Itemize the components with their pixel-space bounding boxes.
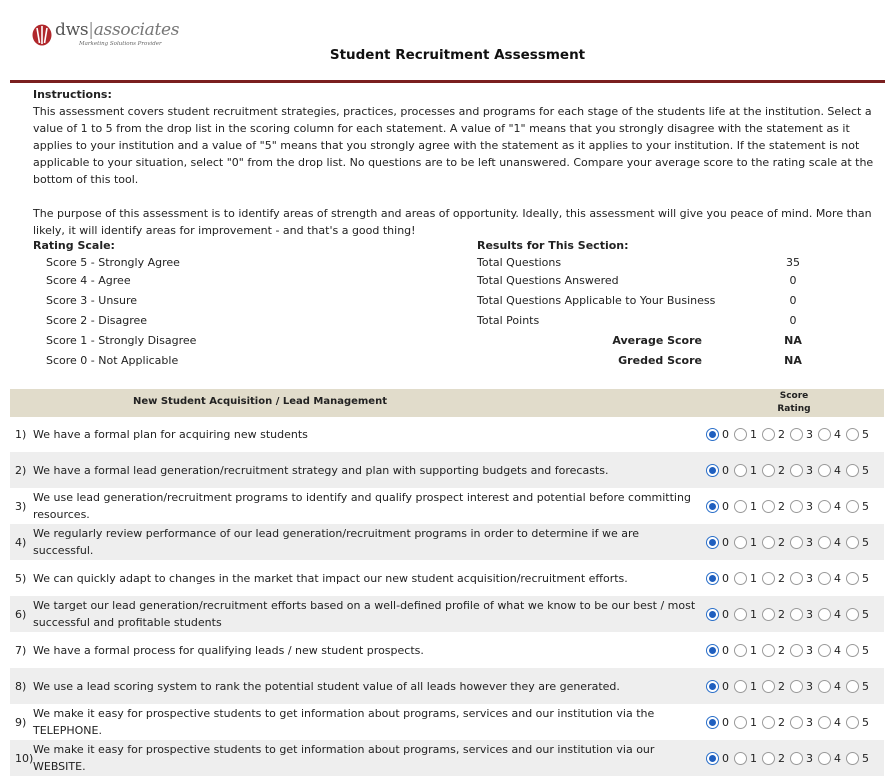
question-text: [33, 452, 698, 488]
score-radio-button[interactable]: [734, 428, 747, 441]
score-option-4[interactable]: [818, 680, 844, 693]
score-radio-label: 3: [806, 679, 813, 693]
score-radio-label: 5: [862, 607, 869, 621]
score-option-5[interactable]: [846, 572, 872, 585]
score-option-3[interactable]: [790, 536, 816, 549]
score-radio-label: 2: [778, 751, 785, 765]
score-radio-button[interactable]: [706, 428, 719, 441]
company-logo: dws|associates Marketing Solutions Provider: [32, 22, 179, 48]
score-option-1[interactable]: [734, 500, 760, 513]
instructions-paragraph-1: This assessment covers student recruitment strategies, practices, processes and programs for each stage of the students life at the institution. Select a value of 1 to 5 from the drop list in the scoring column for each statement. A value of "1" means that you strongly disagree with the statement as it applies to your institution and a value of "5" means that you strongly agree with the statement as it applies to your institution. If the statement is not applicable to your situation, select "0" from the drop list. No questions are to be left unanswered. Compare your average score to the rating scale at the bottom of this tool.: [33, 105, 874, 186]
score-radio-button[interactable]: [734, 608, 747, 621]
rating-scale: [33, 238, 197, 367]
score-radio-button[interactable]: [762, 716, 775, 729]
score-radio-label: 2: [778, 607, 785, 621]
score-radio-group: [706, 560, 874, 596]
score-radio-label: 1: [750, 643, 757, 657]
logo-name-left: dws: [55, 20, 89, 40]
score-option-3[interactable]: [790, 644, 816, 657]
score-option-0[interactable]: [706, 464, 732, 477]
score-radio-button[interactable]: [846, 644, 859, 657]
question-text: [33, 524, 698, 560]
instructions-paragraph-2: The purpose of this assessment is to identify areas of strength and areas of opportunity. Ideally, this assessment will give you peace of mind. More than likely, it will identify areas for improvement - and that's a good thing!: [33, 207, 872, 237]
score-radio-label: 2: [778, 715, 785, 729]
score-option-5[interactable]: [846, 500, 872, 513]
score-option-1[interactable]: [734, 644, 760, 657]
score-radio-button[interactable]: [846, 680, 859, 693]
score-radio-button[interactable]: [818, 608, 831, 621]
score-radio-button[interactable]: [762, 608, 775, 621]
question-number: 6): [15, 607, 27, 621]
score-radio-button[interactable]: [790, 680, 803, 693]
header-divider: [10, 80, 885, 83]
score-radio-label: 3: [806, 535, 813, 549]
score-radio-label: 5: [862, 751, 869, 765]
rating-scale-item: Score 1 - Strongly Disagree: [46, 334, 197, 347]
score-radio-button[interactable]: [734, 572, 747, 585]
score-radio-label: 3: [806, 571, 813, 585]
logo-name-right: associates: [93, 20, 180, 40]
score-radio-label: 3: [806, 499, 813, 513]
score-radio-label: 2: [778, 463, 785, 477]
score-option-5[interactable]: [846, 608, 872, 621]
score-option-3[interactable]: [790, 500, 816, 513]
score-radio-group: [706, 704, 874, 740]
score-radio-button[interactable]: [818, 572, 831, 585]
score-radio-button[interactable]: [762, 536, 775, 549]
logo-mark-icon: [32, 24, 52, 46]
score-radio-button[interactable]: [706, 572, 719, 585]
score-option-2[interactable]: [762, 644, 788, 657]
score-radio-button[interactable]: [790, 428, 803, 441]
results-heading: Results for This Section:: [477, 239, 629, 252]
score-radio-button[interactable]: [762, 572, 775, 585]
score-radio-button[interactable]: [846, 608, 859, 621]
score-radio-button[interactable]: [818, 680, 831, 693]
score-radio-label: 2: [778, 679, 785, 693]
score-option-2[interactable]: [762, 716, 788, 729]
score-radio-label: 0: [722, 679, 729, 693]
score-radio-group: [706, 524, 874, 560]
score-radio-button[interactable]: [790, 536, 803, 549]
score-option-1[interactable]: [734, 536, 760, 549]
score-radio-label: 0: [722, 499, 729, 513]
question-row: [10, 740, 884, 776]
score-option-3[interactable]: [790, 572, 816, 585]
score-option-3[interactable]: [790, 716, 816, 729]
score-radio-label: 0: [722, 607, 729, 621]
score-radio-label: 4: [834, 463, 841, 477]
rating-scale-heading: Rating Scale:: [33, 239, 115, 252]
score-option-0[interactable]: [706, 500, 732, 513]
score-radio-label: 4: [834, 499, 841, 513]
question-text: [33, 417, 698, 451]
score-radio-label: 4: [834, 751, 841, 765]
score-radio-label: 5: [862, 463, 869, 477]
score-radio-label: 1: [750, 463, 757, 477]
score-option-0[interactable]: [706, 536, 732, 549]
score-radio-group: [706, 668, 874, 704]
rating-scale-item: Score 2 - Disagree: [46, 314, 148, 327]
score-option-3[interactable]: [790, 464, 816, 477]
score-radio-label: 3: [806, 715, 813, 729]
score-radio-button[interactable]: [706, 644, 719, 657]
score-radio-label: 5: [862, 643, 869, 657]
score-radio-group: [706, 417, 874, 451]
score-radio-group: [706, 488, 874, 524]
score-radio-button[interactable]: [818, 536, 831, 549]
score-radio-label: 5: [862, 427, 869, 441]
score-radio-group: [706, 596, 874, 632]
score-radio-button[interactable]: [734, 500, 747, 513]
score-radio-button[interactable]: [762, 464, 775, 477]
question-row: [10, 417, 884, 451]
score-radio-group: [706, 452, 874, 488]
question-text: [33, 668, 698, 704]
score-radio-button[interactable]: [706, 536, 719, 549]
score-option-5[interactable]: [846, 428, 872, 441]
question-row: [10, 632, 884, 668]
score-radio-label: 1: [750, 535, 757, 549]
score-radio-label: 1: [750, 571, 757, 585]
score-radio-button[interactable]: [818, 428, 831, 441]
result-label: Total Points: [477, 314, 540, 327]
question-text-content: We have a formal plan for acquiring new students: [33, 427, 308, 441]
result-value: 0: [789, 314, 797, 327]
score-radio-label: 0: [722, 571, 729, 585]
score-radio-label: 5: [862, 715, 869, 729]
score-radio-label: 4: [834, 715, 841, 729]
score-option-0[interactable]: [706, 644, 732, 657]
score-radio-label: 3: [806, 463, 813, 477]
score-radio-label: 4: [834, 535, 841, 549]
score-option-1[interactable]: [734, 428, 760, 441]
question-text: [33, 632, 698, 668]
score-option-4[interactable]: [818, 428, 844, 441]
result-value: 0: [789, 294, 797, 307]
score-radio-button[interactable]: [762, 680, 775, 693]
score-radio-label: 0: [722, 643, 729, 657]
score-radio-button[interactable]: [790, 644, 803, 657]
score-option-0[interactable]: [706, 716, 732, 729]
score-radio-button[interactable]: [706, 716, 719, 729]
score-option-3[interactable]: [790, 428, 816, 441]
score-option-3[interactable]: [790, 752, 816, 765]
page-title: Student Recruitment Assessment: [329, 47, 586, 63]
score-header-line-2: Rating: [777, 404, 811, 414]
score-radio-button[interactable]: [734, 716, 747, 729]
score-radio-button[interactable]: [818, 752, 831, 765]
score-radio-button[interactable]: [818, 464, 831, 477]
question-text-content: We target our lead generation/recruitment efforts based on a well-defined profile of what we know to be our best / most successful and profitable students: [33, 599, 696, 629]
result-label: Total Questions Applicable to Your Business: [477, 294, 716, 307]
score-radio-button[interactable]: [818, 716, 831, 729]
score-radio-label: 4: [834, 643, 841, 657]
score-radio-label: 4: [834, 607, 841, 621]
score-radio-button[interactable]: [734, 536, 747, 549]
question-number: 4): [15, 535, 27, 549]
rating-scale-item: Score 5 - Strongly Agree: [46, 256, 180, 269]
score-option-1[interactable]: [734, 464, 760, 477]
score-option-4[interactable]: [818, 716, 844, 729]
score-radio-label: 1: [750, 715, 757, 729]
question-row: [10, 524, 884, 560]
question-number: 8): [15, 679, 27, 693]
score-radio-label: 5: [862, 679, 869, 693]
result-value: NA: [784, 354, 802, 367]
score-option-2[interactable]: [762, 464, 788, 477]
score-radio-label: 2: [778, 427, 785, 441]
score-radio-button[interactable]: [846, 716, 859, 729]
score-option-4[interactable]: [818, 752, 844, 765]
score-option-2[interactable]: [762, 680, 788, 693]
result-label: Greded Score: [618, 354, 702, 367]
score-option-2[interactable]: [762, 428, 788, 441]
score-radio-label: 0: [722, 751, 729, 765]
score-radio-label: 2: [778, 499, 785, 513]
score-radio-button[interactable]: [846, 572, 859, 585]
score-radio-group: [706, 632, 874, 668]
score-radio-label: 5: [862, 571, 869, 585]
score-option-0[interactable]: [706, 572, 732, 585]
score-radio-button[interactable]: [818, 644, 831, 657]
section-results: [477, 238, 807, 367]
score-option-5[interactable]: [846, 644, 872, 657]
instructions: [33, 86, 885, 239]
result-label: Average Score: [612, 334, 702, 347]
result-value: 35: [786, 256, 800, 269]
question-row: [10, 668, 884, 704]
score-rating-header: [770, 390, 818, 416]
score-radio-button[interactable]: [790, 572, 803, 585]
score-radio-label: 3: [806, 643, 813, 657]
score-option-2[interactable]: [762, 500, 788, 513]
score-radio-button[interactable]: [762, 500, 775, 513]
score-radio-label: 5: [862, 535, 869, 549]
result-label: Total Questions: [477, 256, 562, 269]
score-radio-label: 3: [806, 607, 813, 621]
score-radio-button[interactable]: [706, 608, 719, 621]
question-number: 7): [15, 643, 27, 657]
question-text-content: We use a lead scoring system to rank the potential student value of all leads however they are generated.: [33, 679, 620, 693]
score-option-0[interactable]: [706, 428, 732, 441]
score-option-0[interactable]: [706, 752, 732, 765]
score-radio-button[interactable]: [734, 752, 747, 765]
rating-scale-item: Score 0 - Not Applicable: [46, 354, 179, 367]
score-option-1[interactable]: [734, 752, 760, 765]
score-option-5[interactable]: [846, 716, 872, 729]
score-radio-button[interactable]: [790, 464, 803, 477]
score-radio-button[interactable]: [734, 644, 747, 657]
section-title: New Student Acquisition / Lead Management: [132, 396, 387, 407]
score-header-line-1: Score: [779, 391, 809, 401]
score-option-2[interactable]: [762, 608, 788, 621]
score-radio-button[interactable]: [706, 680, 719, 693]
result-label: Total Questions Answered: [477, 274, 619, 287]
score-radio-button[interactable]: [818, 500, 831, 513]
score-option-1[interactable]: [734, 680, 760, 693]
score-radio-label: 3: [806, 751, 813, 765]
score-option-3[interactable]: [790, 680, 816, 693]
score-option-2[interactable]: [762, 536, 788, 549]
score-radio-button[interactable]: [846, 536, 859, 549]
score-option-5[interactable]: [846, 752, 872, 765]
score-radio-label: 3: [806, 427, 813, 441]
question-text: [33, 560, 698, 596]
score-radio-button[interactable]: [706, 464, 719, 477]
score-radio-button[interactable]: [706, 500, 719, 513]
score-radio-button[interactable]: [846, 428, 859, 441]
score-radio-button[interactable]: [790, 752, 803, 765]
score-option-4[interactable]: [818, 500, 844, 513]
question-row: [10, 596, 884, 632]
score-option-0[interactable]: [706, 680, 732, 693]
score-radio-button[interactable]: [790, 716, 803, 729]
instructions-heading: Instructions:: [33, 88, 112, 101]
score-radio-button[interactable]: [846, 464, 859, 477]
score-option-1[interactable]: [734, 608, 760, 621]
question-row: [10, 452, 884, 488]
question-number: 10): [15, 751, 34, 765]
question-text: [33, 488, 698, 524]
score-radio-label: 0: [722, 535, 729, 549]
score-radio-label: 0: [722, 463, 729, 477]
question-text-content: We make it easy for prospective students to get information about programs, services and our institution via our WEBSITE.: [33, 743, 655, 773]
score-radio-button[interactable]: [790, 608, 803, 621]
question-text-content: We have a formal process for qualifying leads / new student prospects.: [33, 643, 424, 657]
score-option-4[interactable]: [818, 536, 844, 549]
score-option-5[interactable]: [846, 680, 872, 693]
question-text-content: We can quickly adapt to changes in the market that impact our new student acquisition/recruitment efforts.: [33, 571, 628, 585]
score-radio-label: 1: [750, 427, 757, 441]
result-value: 0: [789, 274, 797, 287]
score-radio-label: 0: [722, 715, 729, 729]
score-option-3[interactable]: [790, 608, 816, 621]
rating-scale-item: Score 3 - Unsure: [46, 294, 138, 307]
score-option-4[interactable]: [818, 464, 844, 477]
question-text: [33, 704, 698, 740]
logo-tagline: Marketing Solutions Provider: [79, 41, 162, 47]
score-option-4[interactable]: [818, 608, 844, 621]
score-option-1[interactable]: [734, 572, 760, 585]
score-option-2[interactable]: [762, 752, 788, 765]
score-radio-button[interactable]: [762, 752, 775, 765]
score-radio-label: 1: [750, 679, 757, 693]
question-row: [10, 560, 884, 596]
question-number: 9): [15, 715, 27, 729]
score-radio-button[interactable]: [762, 644, 775, 657]
question-text-content: We make it easy for prospective students to get information about programs, services and our institution via the TELEPHONE.: [33, 707, 655, 737]
score-radio-button[interactable]: [762, 428, 775, 441]
score-radio-label: 1: [750, 751, 757, 765]
score-radio-label: 4: [834, 679, 841, 693]
question-row: [10, 704, 884, 740]
score-radio-label: 4: [834, 427, 841, 441]
score-radio-button[interactable]: [734, 680, 747, 693]
question-number: 3): [15, 499, 27, 513]
score-radio-group: [706, 740, 874, 776]
result-value: NA: [784, 334, 802, 347]
question-text-content: We use lead generation/recruitment programs to identify and qualify prospect interest and potential before committing resources.: [33, 491, 691, 521]
question-number: 1): [15, 427, 27, 441]
score-option-4[interactable]: [818, 572, 844, 585]
score-radio-label: 2: [778, 535, 785, 549]
score-radio-button[interactable]: [734, 464, 747, 477]
question-text: [33, 596, 698, 632]
score-option-0[interactable]: [706, 608, 732, 621]
score-radio-button[interactable]: [706, 752, 719, 765]
score-radio-label: 5: [862, 499, 869, 513]
rating-scale-item: Score 4 - Agree: [46, 274, 131, 287]
score-option-5[interactable]: [846, 536, 872, 549]
table-header: [10, 389, 884, 417]
score-radio-button[interactable]: [790, 500, 803, 513]
score-option-2[interactable]: [762, 572, 788, 585]
score-option-1[interactable]: [734, 716, 760, 729]
question-text-content: We regularly review performance of our lead generation/recruitment programs in order to determine if we are successful.: [33, 527, 640, 557]
score-radio-label: 4: [834, 571, 841, 585]
question-number: 2): [15, 463, 27, 477]
question-row: [10, 488, 884, 524]
score-radio-label: 2: [778, 643, 785, 657]
question-text: [33, 740, 698, 776]
score-radio-label: 1: [750, 499, 757, 513]
score-radio-label: 2: [778, 571, 785, 585]
question-number: 5): [15, 571, 27, 585]
score-radio-label: 0: [722, 427, 729, 441]
score-radio-button[interactable]: [846, 752, 859, 765]
score-radio-label: 1: [750, 607, 757, 621]
score-option-5[interactable]: [846, 464, 872, 477]
question-text-content: We have a formal lead generation/recruitment strategy and plan with supporting budgets and forecasts.: [33, 463, 609, 477]
score-option-4[interactable]: [818, 644, 844, 657]
score-radio-button[interactable]: [846, 500, 859, 513]
